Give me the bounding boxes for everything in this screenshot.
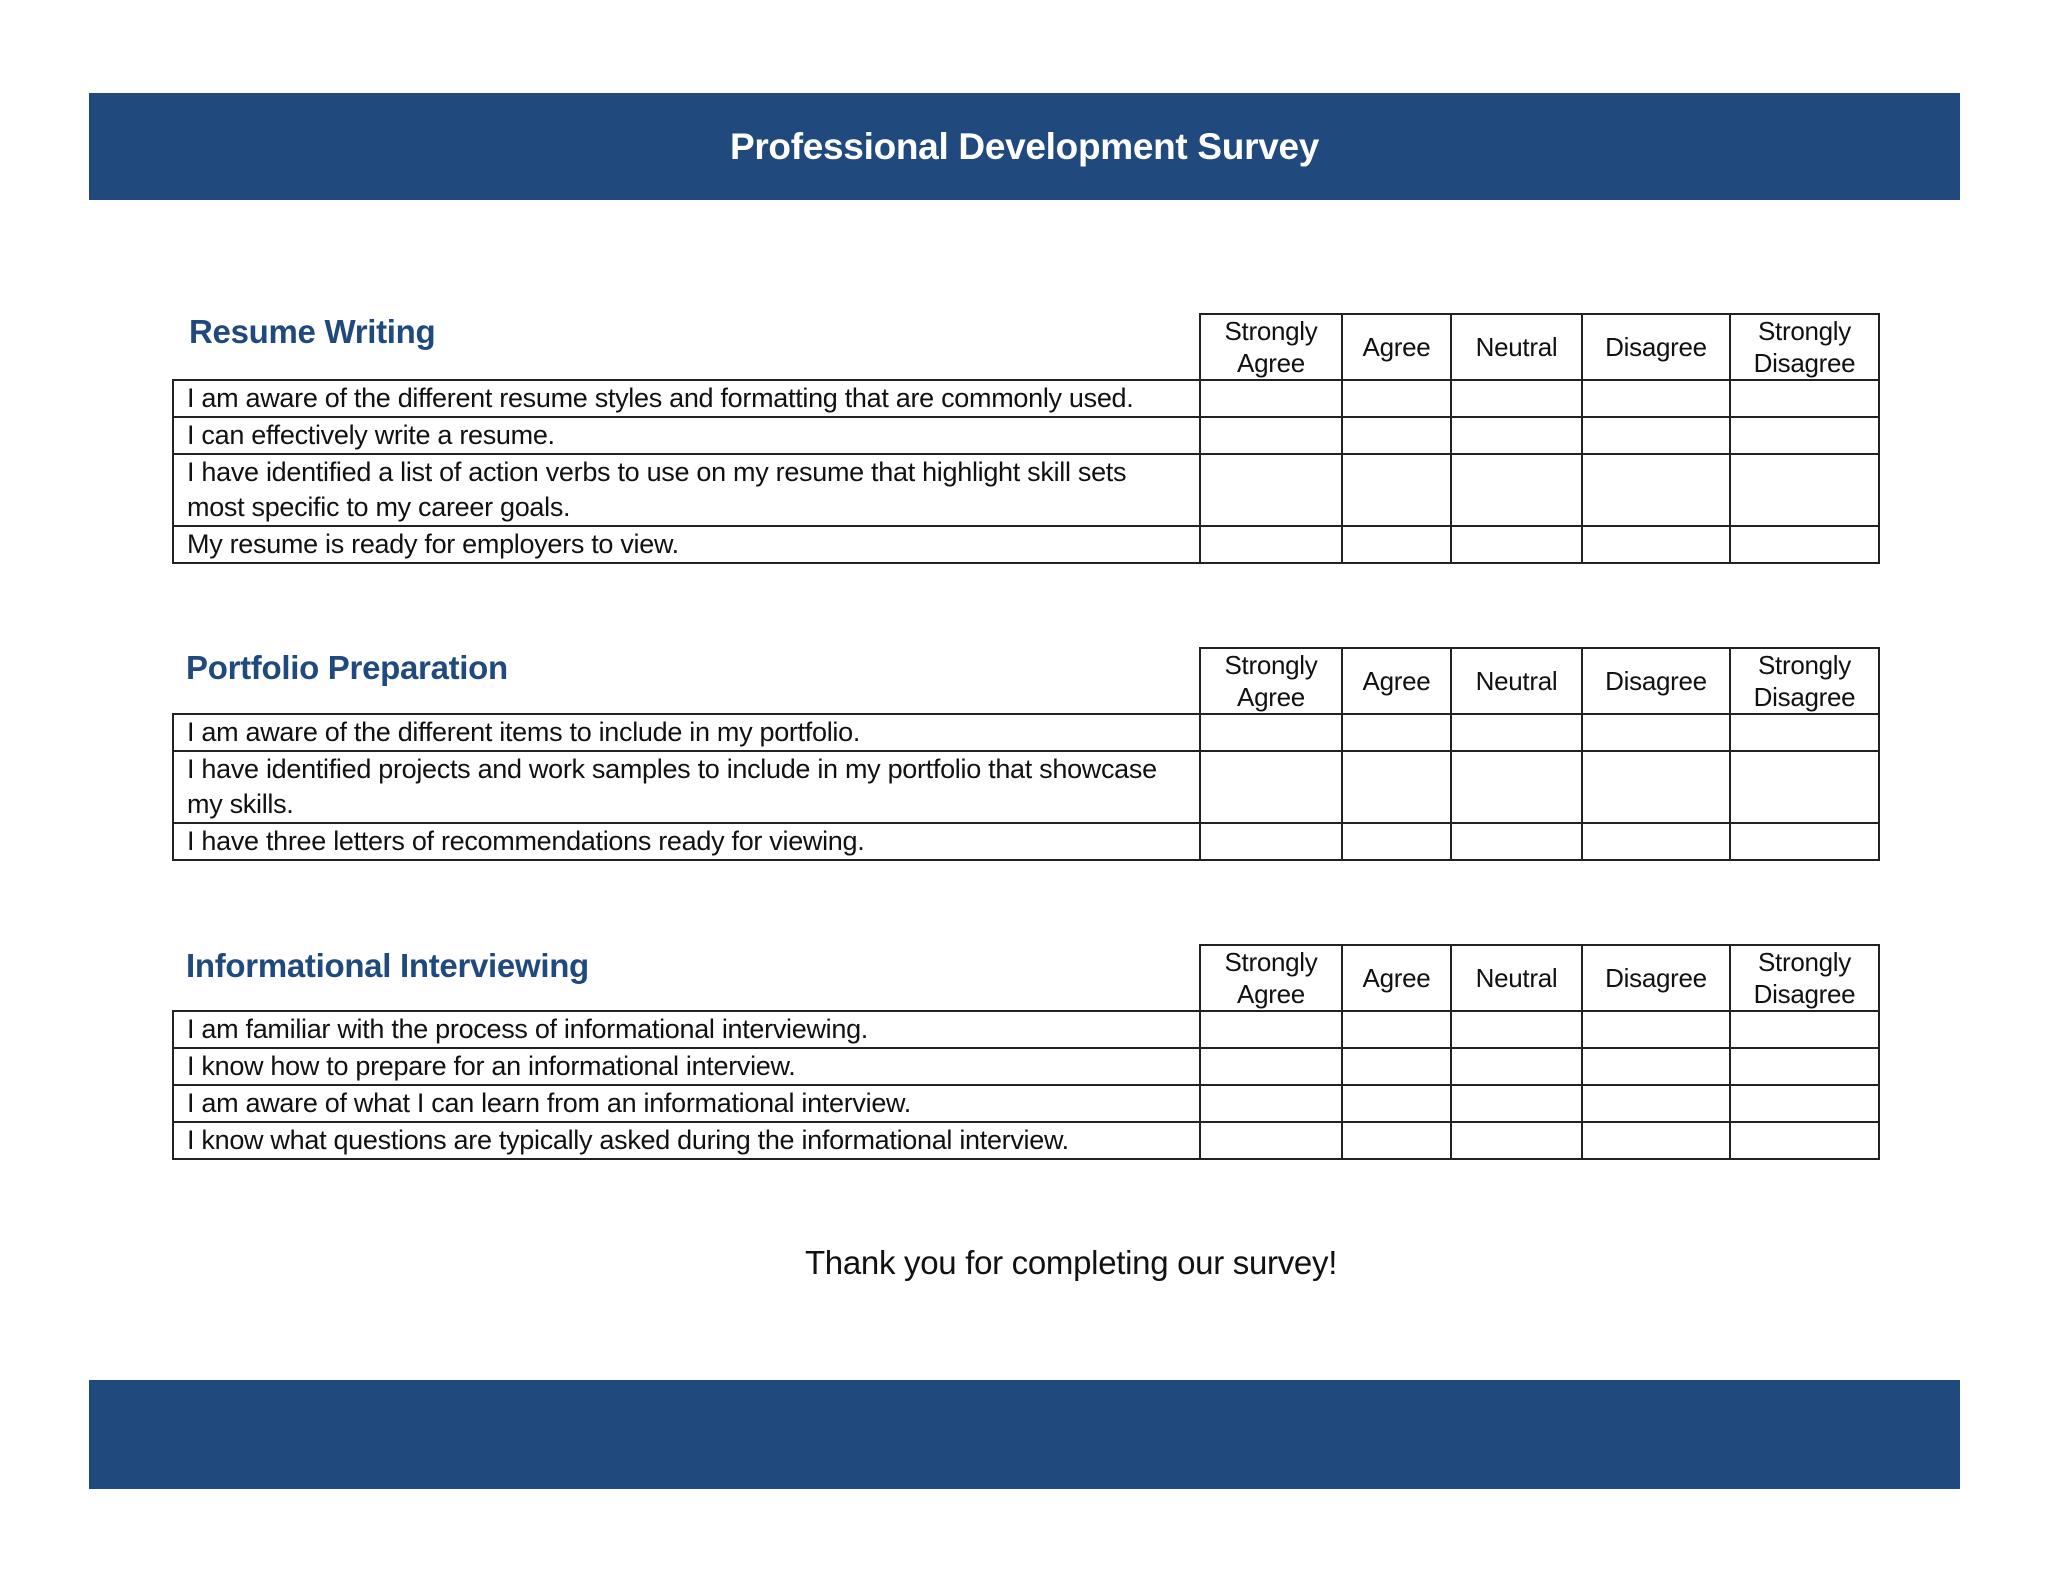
statement-text: I am familiar with the process of informational interviewing. (173, 1011, 1200, 1048)
response-cell-disagree[interactable] (1582, 380, 1730, 417)
section-title: Informational Interviewing (186, 947, 589, 984)
scale-header-disagree: Disagree (1582, 648, 1730, 714)
response-cell-strongly-disagree[interactable] (1730, 1011, 1879, 1048)
response-cell-neutral[interactable] (1451, 526, 1582, 563)
scale-header-strongly-disagree: Strongly Disagree (1730, 314, 1879, 380)
table-row (173, 714, 1879, 751)
scale-header-strongly-agree: Strongly Agree (1200, 945, 1342, 1011)
section-title: Portfolio Preparation (186, 649, 508, 686)
scale-header-disagree: Disagree (1582, 945, 1730, 1011)
response-cell-strongly-disagree[interactable] (1730, 1122, 1879, 1159)
response-cell-agree[interactable] (1342, 417, 1451, 454)
section-title: Resume Writing (189, 313, 436, 350)
statement-text: I have identified projects and work samples to include in my portfolio that showcase my skills. (173, 751, 1200, 823)
statement-text: I am aware of the different resume styles and formatting that are commonly used. (173, 380, 1200, 417)
response-cell-strongly-agree[interactable] (1200, 751, 1342, 823)
table-row (173, 1011, 1879, 1048)
table-row (173, 1085, 1879, 1122)
response-cell-agree[interactable] (1342, 1122, 1451, 1159)
response-cell-strongly-agree[interactable] (1200, 823, 1342, 860)
table-row (173, 1122, 1879, 1159)
response-cell-disagree[interactable] (1582, 751, 1730, 823)
response-cell-strongly-disagree[interactable] (1730, 823, 1879, 860)
response-cell-strongly-disagree[interactable] (1730, 526, 1879, 563)
response-cell-neutral[interactable] (1451, 454, 1582, 526)
response-cell-neutral[interactable] (1451, 417, 1582, 454)
statement-text: I am aware of the different items to include in my portfolio. (173, 714, 1200, 751)
response-cell-strongly-disagree[interactable] (1730, 751, 1879, 823)
response-cell-strongly-agree[interactable] (1200, 526, 1342, 563)
statement-text: I know how to prepare for an informational interview. (173, 1048, 1200, 1085)
response-cell-agree[interactable] (1342, 1011, 1451, 1048)
response-cell-disagree[interactable] (1582, 823, 1730, 860)
response-cell-strongly-agree[interactable] (1200, 1048, 1342, 1085)
header-banner (89, 93, 1960, 200)
statement-text: My resume is ready for employers to view. (173, 526, 1200, 563)
response-cell-disagree[interactable] (1582, 1048, 1730, 1085)
scale-header-disagree: Disagree (1582, 314, 1730, 380)
response-cell-neutral[interactable] (1451, 1085, 1582, 1122)
response-cell-strongly-disagree[interactable] (1730, 1048, 1879, 1085)
scale-header-strongly-agree: Strongly Agree (1200, 648, 1342, 714)
response-cell-neutral[interactable] (1451, 1122, 1582, 1159)
scale-header-agree: Agree (1342, 648, 1451, 714)
response-cell-strongly-agree[interactable] (1200, 417, 1342, 454)
response-cell-agree[interactable] (1342, 1085, 1451, 1122)
thank-you-message: Thank you for completing our survey! (804, 1244, 1338, 1281)
response-cell-agree[interactable] (1342, 823, 1451, 860)
scale-header-agree: Agree (1342, 314, 1451, 380)
footer-banner (89, 1380, 1960, 1489)
statement-text: I am aware of what I can learn from an informational interview. (173, 1085, 1200, 1122)
table-row (173, 751, 1879, 823)
table-row (173, 417, 1879, 454)
response-cell-disagree[interactable] (1582, 1011, 1730, 1048)
response-cell-neutral[interactable] (1451, 380, 1582, 417)
table-row (173, 823, 1879, 860)
response-cell-neutral[interactable] (1451, 823, 1582, 860)
response-cell-agree[interactable] (1342, 751, 1451, 823)
response-cell-neutral[interactable] (1451, 1048, 1582, 1085)
response-cell-neutral[interactable] (1451, 751, 1582, 823)
response-cell-disagree[interactable] (1582, 417, 1730, 454)
response-cell-agree[interactable] (1342, 454, 1451, 526)
statement-text: I can effectively write a resume. (173, 417, 1200, 454)
response-cell-neutral[interactable] (1451, 1011, 1582, 1048)
scale-header-strongly-disagree: Strongly Disagree (1730, 648, 1879, 714)
table-row (173, 1048, 1879, 1085)
scale-header-neutral: Neutral (1451, 314, 1582, 380)
response-cell-strongly-agree[interactable] (1200, 454, 1342, 526)
table-row (173, 454, 1879, 526)
response-cell-strongly-agree[interactable] (1200, 380, 1342, 417)
response-cell-strongly-disagree[interactable] (1730, 714, 1879, 751)
response-cell-disagree[interactable] (1582, 1085, 1730, 1122)
response-cell-strongly-agree[interactable] (1200, 1085, 1342, 1122)
scale-header-neutral: Neutral (1451, 945, 1582, 1011)
response-cell-disagree[interactable] (1582, 526, 1730, 563)
response-cell-strongly-agree[interactable] (1200, 714, 1342, 751)
response-cell-strongly-disagree[interactable] (1730, 417, 1879, 454)
scale-header-strongly-disagree: Strongly Disagree (1730, 945, 1879, 1011)
response-cell-agree[interactable] (1342, 380, 1451, 417)
response-cell-agree[interactable] (1342, 1048, 1451, 1085)
scale-header-strongly-agree: Strongly Agree (1200, 314, 1342, 380)
response-cell-strongly-disagree[interactable] (1730, 454, 1879, 526)
response-cell-neutral[interactable] (1451, 714, 1582, 751)
response-cell-strongly-disagree[interactable] (1730, 380, 1879, 417)
table-row (173, 526, 1879, 563)
statement-text: I have three letters of recommendations ready for viewing. (173, 823, 1200, 860)
table-row (173, 380, 1879, 417)
response-cell-agree[interactable] (1342, 526, 1451, 563)
response-cell-strongly-agree[interactable] (1200, 1122, 1342, 1159)
response-cell-agree[interactable] (1342, 714, 1451, 751)
response-cell-disagree[interactable] (1582, 454, 1730, 526)
scale-header-neutral: Neutral (1451, 648, 1582, 714)
page-title: Professional Development Survey (729, 125, 1320, 167)
response-cell-strongly-disagree[interactable] (1730, 1085, 1879, 1122)
statement-text: I have identified a list of action verbs to use on my resume that highlight skill sets most specific to my career goals. (173, 454, 1200, 526)
response-cell-strongly-agree[interactable] (1200, 1011, 1342, 1048)
statement-text: I know what questions are typically asked during the informational interview. (173, 1122, 1200, 1159)
response-cell-disagree[interactable] (1582, 1122, 1730, 1159)
response-cell-disagree[interactable] (1582, 714, 1730, 751)
scale-header-agree: Agree (1342, 945, 1451, 1011)
